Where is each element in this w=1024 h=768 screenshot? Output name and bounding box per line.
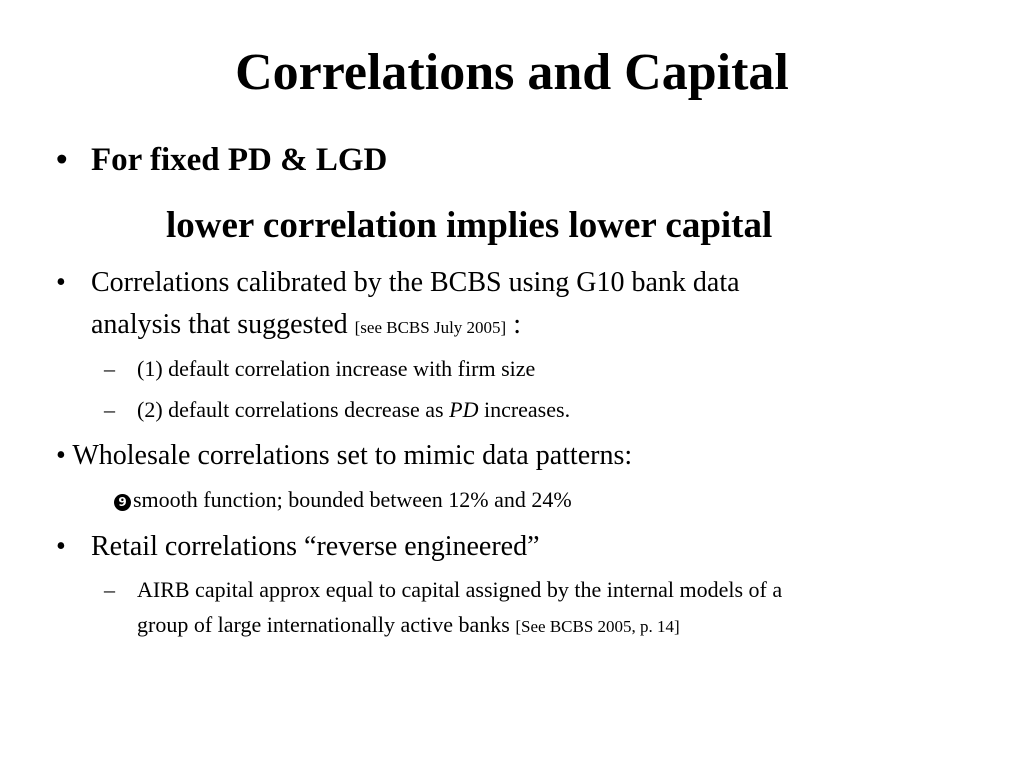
sub-2-2-post: increases. [478, 397, 571, 422]
bullet-1-marker: • [56, 142, 68, 178]
bullet-3-marker: • [56, 440, 66, 471]
bullet-3-text: Wholesale correlations set to mimic data patterns: [72, 440, 633, 471]
sub-2-1-marker: – [104, 356, 115, 381]
slide-title: Correlations and Capital [235, 44, 789, 101]
bullet-2-marker: • [56, 267, 66, 298]
sub-4-1-marker: – [104, 577, 115, 602]
sub-4-1-line-2 [137, 612, 680, 638]
bullet-1-text: For fixed PD & LGD [91, 142, 388, 178]
sub-3-1-text: smooth function; bounded between 12% and 24% [133, 487, 572, 512]
bullet-2-line-2 [91, 309, 521, 341]
sub-4-1-line-1: AIRB capital approx equal to capital assigned by the internal models of a [137, 577, 783, 602]
bullet-4-marker: • [56, 531, 66, 562]
bullet-2-line-2-text: analysis that suggested [91, 309, 355, 340]
circled-number-icon: 9 [114, 494, 131, 511]
bullet-2-reference: [see BCBS July 2005] [354, 318, 507, 337]
sub-2-2-marker: – [104, 397, 115, 422]
sub-2-2-pd: PD [449, 397, 479, 422]
sub-4-1-reference: [See BCBS 2005, p. 14] [515, 617, 680, 636]
bullet-2-colon: : [506, 309, 521, 340]
bullet-3-line [56, 440, 632, 472]
sub-2-2-text [137, 397, 570, 423]
sub-2-1-text: (1) default correlation increase with firm size [137, 356, 536, 381]
bullet-4-text: Retail correlations “reverse engineered” [91, 531, 540, 562]
sub-3-1-line [114, 487, 572, 513]
sub-2-2-pre: (2) default correlations decrease as [137, 397, 450, 422]
bullet-2-line-1: Correlations calibrated by the BCBS using G10 bank data [91, 267, 740, 298]
sub-4-1-line-2-text: group of large internationally active banks [137, 612, 516, 637]
bullet-1-emphasis-line: lower correlation implies lower capital [166, 205, 773, 246]
